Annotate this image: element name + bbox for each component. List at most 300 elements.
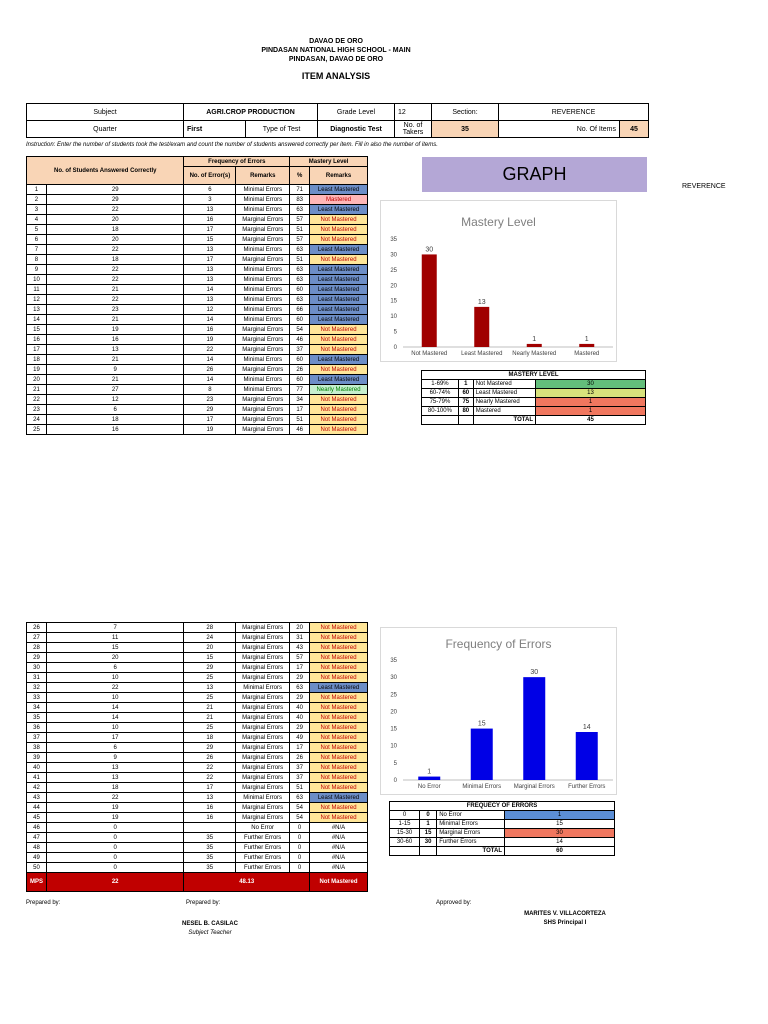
approved-by-label: Approved by: (436, 900, 472, 906)
mastery-chart (380, 200, 617, 362)
blank-cell (458, 416, 473, 425)
item-number: 18 (27, 355, 47, 365)
frequency-legend-title: FREQUECY OF ERRORS (390, 802, 615, 811)
mastery-legend-table (421, 370, 646, 425)
table-row (27, 395, 368, 405)
error-remarks: Minimal Errors (236, 245, 290, 255)
table-row (27, 295, 368, 305)
legend-level: Minimal Errors (437, 820, 505, 829)
table-row (27, 773, 368, 783)
error-remarks: Minimal Errors (236, 195, 290, 205)
students-correct: 13 (46, 773, 183, 783)
mastery-percent: 51 (290, 783, 310, 793)
error-count: 13 (184, 275, 236, 285)
table-row (27, 713, 368, 723)
mastery-percent: 51 (290, 225, 310, 235)
error-remarks: Marginal Errors (236, 653, 290, 663)
blank-cell (419, 847, 436, 856)
mastery-remarks: Least Mastered (310, 375, 368, 385)
item-number: 48 (27, 843, 47, 853)
mastery-percent: 40 (290, 703, 310, 713)
mastery-percent: 43 (290, 643, 310, 653)
item-number: 39 (27, 753, 47, 763)
data-label: 30 (425, 246, 434, 254)
students-correct: 22 (46, 793, 183, 803)
grade-label: Grade Level (318, 104, 395, 121)
error-remarks: Marginal Errors (236, 235, 290, 245)
section-value: REVERENCE (499, 104, 649, 121)
error-count: 14 (184, 315, 236, 325)
item-number: 34 (27, 703, 47, 713)
error-count: 8 (184, 385, 236, 395)
mastery-percent: 31 (290, 633, 310, 643)
frequency-total: 60 (505, 847, 615, 856)
error-count: 26 (184, 365, 236, 375)
item-number: 12 (27, 295, 47, 305)
students-correct: 22 (46, 265, 184, 275)
item-number: 44 (27, 803, 47, 813)
legend-row (422, 398, 646, 407)
table-row (27, 255, 368, 265)
mps-remarks: Not Mastered (310, 873, 368, 892)
pct-header: % (290, 167, 310, 185)
students-correct: 22 (46, 275, 184, 285)
legend-threshold: 30 (419, 838, 436, 847)
error-count: 35 (184, 853, 236, 863)
mastery-remarks: Not Mastered (310, 335, 368, 345)
y-tick-label: 25 (390, 267, 397, 274)
error-count: 26 (184, 753, 236, 763)
students-correct: 18 (46, 415, 184, 425)
mastery-remarks: Not Mastered (310, 723, 368, 733)
mastery-remarks: Not Mastered (310, 643, 368, 653)
mastery-remarks: Not Mastered (310, 673, 368, 683)
students-correct: 20 (46, 653, 183, 663)
error-remarks: Marginal Errors (236, 325, 290, 335)
item-number: 38 (27, 743, 47, 753)
data-label: 15 (477, 720, 486, 728)
error-count: 29 (184, 405, 236, 415)
mps-students: 22 (46, 873, 183, 892)
error-count: 13 (184, 295, 236, 305)
students-correct: 21 (46, 355, 184, 365)
error-count: 25 (184, 673, 236, 683)
y-tick-label: 25 (390, 692, 397, 699)
error-remarks: Marginal Errors (236, 405, 290, 415)
item-number: 33 (27, 693, 47, 703)
mastery-remarks: Not Mastered (310, 783, 368, 793)
error-remarks: Marginal Errors (236, 783, 290, 793)
mastery-percent: 0 (290, 833, 310, 843)
table-row (27, 863, 368, 873)
item-number: 9 (27, 265, 47, 275)
section-label: Section: (432, 104, 499, 121)
legend-row (390, 829, 615, 838)
mastery-total: 45 (536, 416, 646, 425)
mastery-remarks: Not Mastered (310, 345, 368, 355)
mastery-percent: 63 (290, 683, 310, 693)
item-number: 23 (27, 405, 47, 415)
y-tick-label: 20 (390, 709, 397, 716)
mastery-percent: 63 (290, 275, 310, 285)
mastery-percent: 57 (290, 653, 310, 663)
mastery-percent: 51 (290, 255, 310, 265)
students-correct: 22 (46, 245, 184, 255)
item-number: 31 (27, 673, 47, 683)
mastery-remarks: Least Mastered (310, 315, 368, 325)
data-label: 1 (584, 335, 589, 343)
table-row (27, 205, 368, 215)
table-row (27, 235, 368, 245)
table-row (27, 305, 368, 315)
item-number: 22 (27, 395, 47, 405)
bar (418, 777, 440, 780)
frequency-total-label: TOTAL (437, 847, 505, 856)
students-correct: 18 (46, 255, 184, 265)
students-correct: 0 (46, 853, 183, 863)
item-number: 37 (27, 733, 47, 743)
error-remarks: Further Errors (236, 833, 290, 843)
table-row (27, 843, 368, 853)
mastery-percent: 0 (290, 853, 310, 863)
item-number: 5 (27, 225, 47, 235)
takers-label: No. of Takers (395, 121, 432, 138)
error-count: 21 (184, 713, 236, 723)
item-number: 3 (27, 205, 47, 215)
error-remarks: Minimal Errors (236, 275, 290, 285)
table-row (27, 813, 368, 823)
mps-pct: 48.13 (184, 873, 310, 892)
students-correct: 0 (46, 823, 183, 833)
error-count: 35 (184, 833, 236, 843)
mastery-percent: 17 (290, 663, 310, 673)
table-row (27, 375, 368, 385)
mastery-percent: 37 (290, 773, 310, 783)
mastery-percent: 34 (290, 395, 310, 405)
y-tick-label: 5 (393, 760, 397, 767)
item-number: 11 (27, 285, 47, 295)
mastery-remarks: #N/A (310, 853, 368, 863)
principal-role: SHS Principal I (543, 920, 587, 926)
mastery-remarks: Not Mastered (310, 763, 368, 773)
error-remarks: Marginal Errors (236, 395, 290, 405)
mastery-remarks: Least Mastered (310, 683, 368, 693)
mastery-percent: 46 (290, 425, 310, 435)
category-label: Not Mastered (411, 351, 448, 357)
error-remarks: Marginal Errors (236, 803, 290, 813)
prepared-by-label-2: Prepared by: (186, 900, 221, 906)
mastery-remarks: Least Mastered (310, 793, 368, 803)
mastery-percent: 0 (290, 863, 310, 873)
item-number: 40 (27, 763, 47, 773)
blank-cell (390, 847, 420, 856)
chart-title: Frequency of Errors (445, 637, 552, 651)
mastery-header: Mastery Level (290, 157, 368, 167)
legend-range: 75-79% (422, 398, 459, 407)
table-row (27, 633, 368, 643)
legend-range: 30-60 (390, 838, 420, 847)
mastery-percent: 46 (290, 335, 310, 345)
legend-range: 0 (390, 811, 420, 820)
students-correct: 19 (46, 813, 183, 823)
table-row (27, 285, 368, 295)
error-count: 35 (184, 863, 236, 873)
table-row (27, 425, 368, 435)
students-correct: 23 (46, 305, 184, 315)
table-row (27, 265, 368, 275)
mastery-remarks: Not Mastered (310, 703, 368, 713)
students-correct: 16 (46, 335, 184, 345)
data-label: 14 (582, 724, 591, 731)
legend-count: 13 (536, 389, 646, 398)
remarks2-header: Remarks (310, 167, 368, 185)
grade-value: 12 (395, 104, 432, 121)
table-row (27, 245, 368, 255)
error-count: 16 (184, 803, 236, 813)
table-row (27, 365, 368, 375)
error-remarks: Minimal Errors (236, 265, 290, 275)
error-count: 25 (184, 723, 236, 733)
students-correct: 13 (46, 345, 184, 355)
mps-label: MPS (27, 873, 47, 892)
mastery-percent: 29 (290, 673, 310, 683)
mastery-percent: 60 (290, 315, 310, 325)
category-label: Marginal Errors (513, 784, 555, 790)
legend-count: 1 (536, 407, 646, 416)
bar (474, 307, 489, 347)
error-count: 28 (184, 623, 236, 633)
error-remarks: Marginal Errors (236, 643, 290, 653)
mastery-remarks: Not Mastered (310, 753, 368, 763)
students-correct: 21 (46, 285, 184, 295)
error-count: 35 (184, 843, 236, 853)
students-correct: 20 (46, 235, 184, 245)
mastery-remarks: Least Mastered (310, 355, 368, 365)
category-label: Minimal Errors (462, 784, 502, 790)
error-remarks: Marginal Errors (236, 335, 290, 345)
mps-row (27, 873, 368, 892)
table-row (27, 723, 368, 733)
students-correct: 18 (46, 783, 183, 793)
table-row (27, 783, 368, 793)
legend-count: 15 (505, 820, 615, 829)
y-tick-label: 15 (390, 726, 397, 733)
error-remarks: Marginal Errors (236, 773, 290, 783)
error-remarks: Minimal Errors (236, 793, 290, 803)
error-count: 22 (184, 773, 236, 783)
legend-range: 1-69% (422, 380, 459, 389)
error-count: 13 (184, 265, 236, 275)
error-count: 3 (184, 195, 236, 205)
students-correct: 6 (46, 743, 183, 753)
error-remarks: Minimal Errors (236, 205, 290, 215)
error-remarks: Marginal Errors (236, 633, 290, 643)
item-number: 16 (27, 335, 47, 345)
table-row (27, 803, 368, 813)
mastery-percent: 0 (290, 843, 310, 853)
page-title: ITEM ANALYSIS (301, 71, 371, 81)
teacher-name: NESEL B. CASILAC (182, 921, 238, 927)
students-correct: 17 (46, 733, 183, 743)
mastery-percent: 57 (290, 235, 310, 245)
category-label: Nearly Mastered (512, 351, 557, 357)
students-correct: 29 (46, 195, 184, 205)
legend-count: 30 (536, 380, 646, 389)
error-count: 14 (184, 355, 236, 365)
legend-count: 1 (536, 398, 646, 407)
students-correct: 9 (46, 365, 184, 375)
frequency-chart-svg (381, 628, 616, 794)
item-number: 41 (27, 773, 47, 783)
legend-level: Mastered (473, 407, 535, 416)
error-count (184, 823, 236, 833)
error-count: 14 (184, 285, 236, 295)
mastery-remarks: #N/A (310, 833, 368, 843)
bar (471, 729, 493, 780)
legend-level: Nearly Mastered (473, 398, 535, 407)
legend-threshold: 1 (458, 380, 473, 389)
students-correct: 6 (46, 663, 183, 673)
error-remarks: Minimal Errors (236, 305, 290, 315)
mastery-remarks: Not Mastered (310, 713, 368, 723)
mastery-percent: 71 (290, 185, 310, 195)
students-correct: 12 (46, 395, 184, 405)
mastery-remarks: Not Mastered (310, 733, 368, 743)
error-remarks: Marginal Errors (236, 673, 290, 683)
students-correct: 20 (46, 215, 184, 225)
data-label: 30 (530, 669, 539, 677)
students-correct: 21 (46, 315, 184, 325)
table-row (27, 683, 368, 693)
students-correct: 21 (46, 375, 184, 385)
students-correct: 6 (46, 405, 184, 415)
mastery-remarks: Not Mastered (310, 663, 368, 673)
bar (576, 732, 598, 780)
item-number: 1 (27, 185, 47, 195)
chart-title: Mastery Level (461, 215, 536, 229)
quarter-label: Quarter (27, 121, 184, 138)
blank-cell (422, 416, 459, 425)
students-correct: 0 (46, 843, 183, 853)
principal-name: MARITES V. VILLACORTEZA (524, 911, 606, 917)
item-number: 35 (27, 713, 47, 723)
mastery-percent: 37 (290, 345, 310, 355)
error-count: 16 (184, 215, 236, 225)
items-value: 45 (620, 121, 649, 138)
table-row (27, 275, 368, 285)
mastery-remarks: Not Mastered (310, 623, 368, 633)
error-remarks: Minimal Errors (236, 385, 290, 395)
item-number: 2 (27, 195, 47, 205)
error-remarks: Minimal Errors (236, 285, 290, 295)
error-count: 17 (184, 225, 236, 235)
students-correct: 10 (46, 693, 183, 703)
mastery-remarks: Not Mastered (310, 803, 368, 813)
mastery-remarks: #N/A (310, 823, 368, 833)
error-count: 13 (184, 245, 236, 255)
frequency-chart (380, 627, 617, 795)
y-tick-label: 35 (390, 658, 397, 664)
error-count: 18 (184, 733, 236, 743)
table-row (27, 643, 368, 653)
error-remarks: Minimal Errors (236, 683, 290, 693)
category-label: No Error (417, 784, 441, 790)
item-number: 28 (27, 643, 47, 653)
legend-threshold: 60 (458, 389, 473, 398)
table-row (27, 185, 368, 195)
mastery-percent: 26 (290, 365, 310, 375)
table-row (27, 763, 368, 773)
students-correct: 16 (46, 425, 184, 435)
item-number: 50 (27, 863, 47, 873)
legend-row (390, 838, 615, 847)
error-remarks: Marginal Errors (236, 763, 290, 773)
mastery-remarks: Not Mastered (310, 405, 368, 415)
mastery-percent: 54 (290, 803, 310, 813)
item-number: 32 (27, 683, 47, 693)
table-row (27, 693, 368, 703)
mastery-percent: 29 (290, 693, 310, 703)
mastery-percent: 60 (290, 285, 310, 295)
mastery-remarks: Least Mastered (310, 305, 368, 315)
bar (523, 677, 545, 780)
table-row (27, 823, 368, 833)
students-correct: 18 (46, 225, 184, 235)
students-correct: 15 (46, 643, 183, 653)
mastery-percent: 17 (290, 405, 310, 415)
mastery-percent: 29 (290, 723, 310, 733)
item-number: 19 (27, 365, 47, 375)
bar (422, 254, 437, 347)
table-row (27, 335, 368, 345)
school-division: DAVAO DE ORO (309, 38, 363, 45)
item-number: 27 (27, 633, 47, 643)
students-correct: 19 (46, 325, 184, 335)
mastery-percent: 20 (290, 623, 310, 633)
error-count: 29 (184, 663, 236, 673)
item-analysis-table-continued (26, 622, 368, 892)
legend-threshold: 15 (419, 829, 436, 838)
mastery-chart-svg (381, 201, 616, 361)
bar (527, 344, 542, 347)
y-tick-label: 20 (390, 283, 397, 290)
error-count: 24 (184, 633, 236, 643)
test-type-label: Type of Test (246, 121, 318, 138)
item-number: 13 (27, 305, 47, 315)
legend-row (422, 389, 646, 398)
category-label: Least Mastered (461, 351, 503, 357)
error-remarks: Marginal Errors (236, 713, 290, 723)
error-remarks: Marginal Errors (236, 425, 290, 435)
legend-row (390, 820, 615, 829)
item-number: 43 (27, 793, 47, 803)
subject-label: Subject (27, 104, 184, 121)
mastery-percent: 60 (290, 375, 310, 385)
y-tick-label: 0 (393, 778, 397, 784)
students-correct: 19 (46, 803, 183, 813)
error-remarks: No Error (236, 823, 290, 833)
y-tick-label: 0 (393, 345, 397, 351)
mastery-remarks: Least Mastered (310, 245, 368, 255)
table-row (27, 315, 368, 325)
mastery-percent: 60 (290, 355, 310, 365)
legend-row (422, 380, 646, 389)
item-number: 8 (27, 255, 47, 265)
students-correct: 0 (46, 863, 183, 873)
table-row (27, 355, 368, 365)
mastery-remarks: Not Mastered (310, 415, 368, 425)
legend-threshold: 0 (419, 811, 436, 820)
